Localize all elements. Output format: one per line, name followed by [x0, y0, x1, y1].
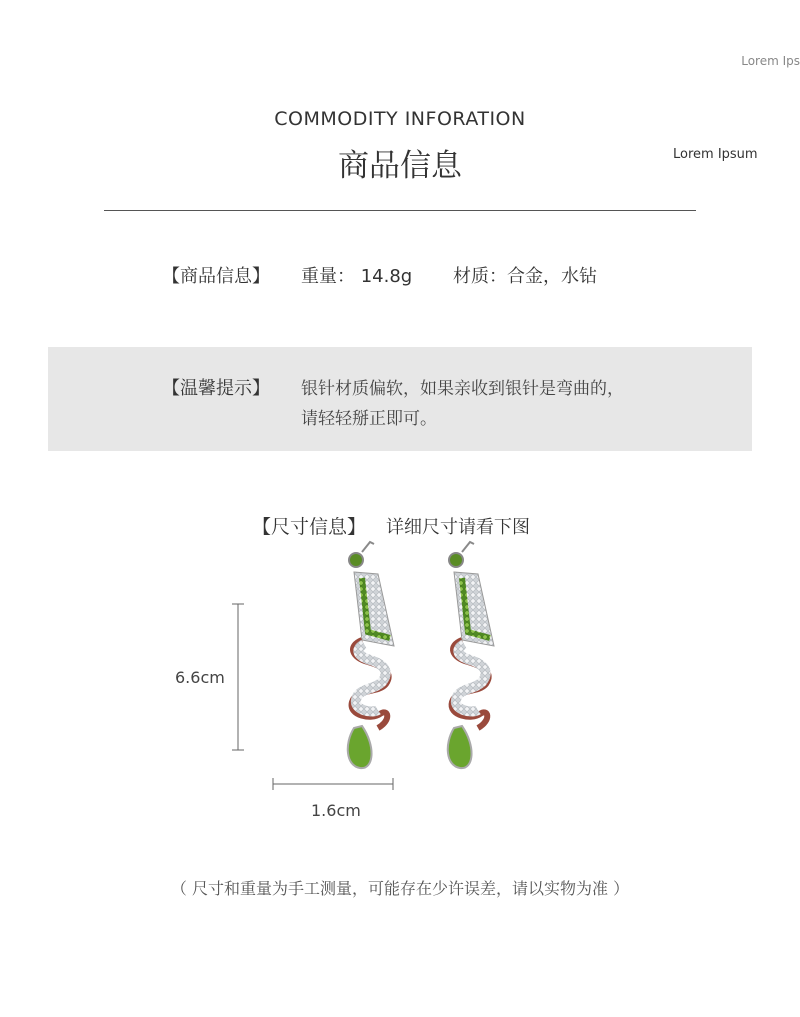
height-dimension-label: 6.6cm — [175, 668, 225, 687]
earring-right-image — [422, 538, 512, 773]
tip-text — [301, 374, 624, 434]
header-divider — [104, 210, 696, 211]
width-dimension-label: 1.6cm — [311, 801, 361, 820]
size-info-desc: 详细尺寸请看下图 — [386, 517, 530, 538]
height-dimension-marker — [228, 603, 248, 753]
section-title-cn: 商品信息 — [338, 148, 462, 184]
tip-line-1: 银针材质偏软，如果亲收到银针是弯曲的， — [301, 379, 624, 399]
width-dimension-marker — [272, 777, 396, 791]
tip-line-2: 请轻轻掰正即可。 — [301, 409, 437, 429]
earring-left-image — [322, 538, 412, 773]
material-value: 材质：合金，水钻 — [453, 266, 597, 287]
product-info-label: 【商品信息】 — [162, 266, 270, 287]
brand-label: Lorem Ipsum — [673, 147, 758, 162]
weight-value: 重量： 14.8g — [301, 266, 413, 287]
measurement-note: （ 尺寸和重量为手工测量，可能存在少许误差，请以实物为准 ） — [170, 879, 630, 898]
tip-label: 【温馨提示】 — [162, 378, 270, 399]
section-title-en: COMMODITY INFORATION — [274, 108, 526, 130]
size-info-label: 【尺寸信息】 — [252, 516, 367, 538]
corner-brand-label: Lorem Ips — [741, 54, 800, 68]
